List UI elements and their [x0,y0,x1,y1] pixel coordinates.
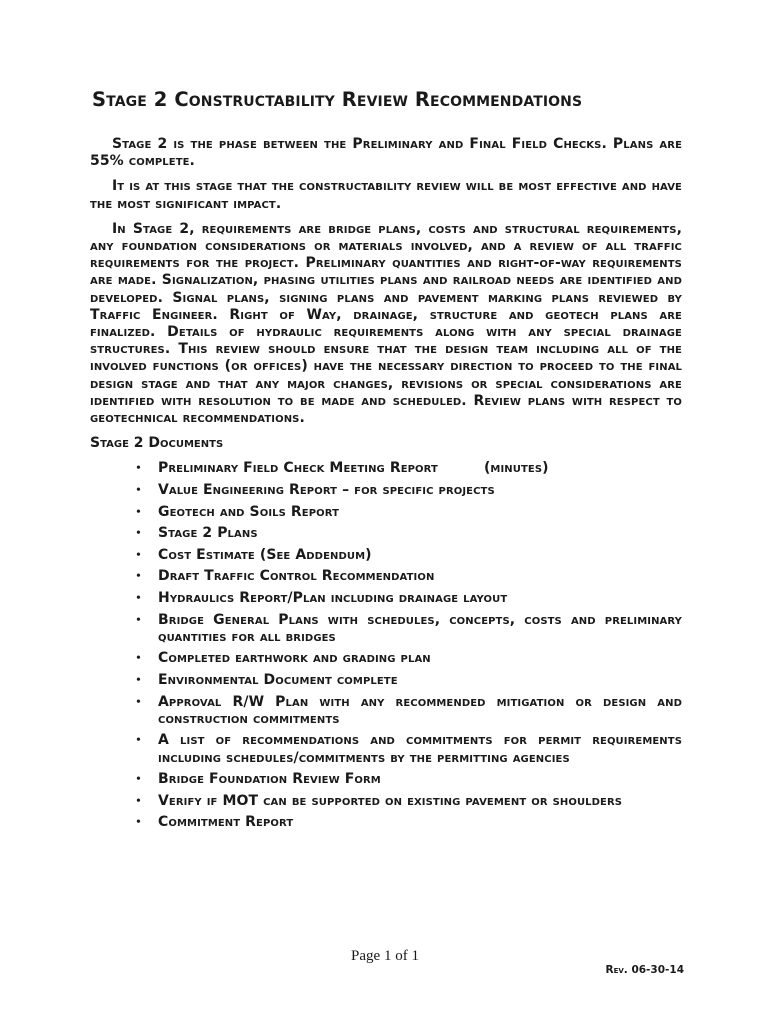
bullet-icon: • [136,733,142,749]
bullet-icon: • [136,461,142,477]
list-item-text: Stage 2 Plans [158,525,258,542]
list-item-text: Cost Estimate (See Addendum) [158,546,372,563]
bullet-icon: • [136,526,142,542]
bullet-icon: • [136,483,142,499]
bullet-icon: • [136,694,142,710]
bullet-icon: • [136,772,142,788]
bullet-icon: • [136,504,142,520]
list-item [136,482,682,499]
list-item-text: Environmental Document complete [158,672,398,688]
list-item-text: Geotech and Soils Report [158,503,340,520]
list-item [136,672,682,689]
list-item-text: Preliminary Field Check Meeting Report [158,460,438,477]
list-item [136,547,682,564]
list-item-text: Verify if MOT can be supported on existing pavement or shoulders [158,792,623,809]
revision-date: Rev. 06-30-14 [605,964,684,976]
bullet-icon: • [136,569,142,585]
document-body [90,136,682,836]
list-item-text: Commitment Report [158,814,294,831]
list-item [136,814,682,831]
list-item-text: Bridge General Plans with schedules, concepts, costs and preliminary quantities for all bridges [158,611,682,645]
list-item [136,694,682,728]
list-item-text: Approval R/W Plan with any recommended mitigation or design and construction commitments [158,693,682,727]
list-item-text: A list of recommendations and commitments for permit requirements including schedules/commitments by the permitting agencies [158,732,682,766]
list-item-text: Completed earthwork and grading plan [158,650,431,667]
documents-heading: Stage 2 Documents [90,435,224,452]
bullet-icon: • [136,651,142,667]
list-item [136,590,682,607]
page-title: Stage 2 Constructability Review Recommendations [92,88,583,111]
list-item [136,525,682,542]
bullet-icon: • [136,612,142,628]
list-item [136,771,682,788]
list-item [136,732,682,766]
list-item-text: Bridge Foundation Review Form [158,771,381,788]
list-item [136,612,682,646]
list-item [136,568,682,585]
paragraph-stage-impact: It is at this stage that the constructability review will be most effective and have the most significant impact. [90,178,682,212]
list-item-text: Draft Traffic Control Recommendation [158,568,435,585]
paragraph-stage-requirements: In Stage 2, requirements are bridge plans, costs and structural requirements, any foundation considerations or materials involved, and a review of all traffic requirements for the project. Preliminary quantities and right-of-way requirements are made. Signalization, phasing utilities plans and railroad needs are identified and developed. Signal plans, signing plans and pavement marking plans reviewed by Traffic Engineer. Right of Way, drainage, structure and geotech plans are finalized. Details of hydraulic requirements along with any special drainage structures. This review should ensure that the design team including all of the involved functions (or offices) have the necessary direction to proceed to the final design stage and that any major changes, revisions or special considerations are identified with resolution to be made and scheduled. Review plans with respect to geotechnical recommendations. [90,220,682,427]
page-number: Page 1 of 1 [351,948,419,964]
list-item [136,793,682,810]
list-item-text: Value Engineering Report – for specific projects [158,482,495,499]
bullet-icon: • [136,793,142,809]
list-item [136,504,682,521]
paragraph-stage-definition: Stage 2 is the phase between the Preliminary and Final Field Checks. Plans are 55% complete. [90,136,682,170]
list-item [136,460,682,477]
list-item-text: Hydraulics Report/Plan including drainage layout [158,590,508,607]
bullet-icon: • [136,815,142,831]
documents-list [90,460,682,831]
bullet-icon: • [136,547,142,563]
bullet-icon: • [136,591,142,607]
list-item-note: (minutes) [483,460,549,477]
bullet-icon: • [136,673,142,688]
list-item [136,650,682,667]
